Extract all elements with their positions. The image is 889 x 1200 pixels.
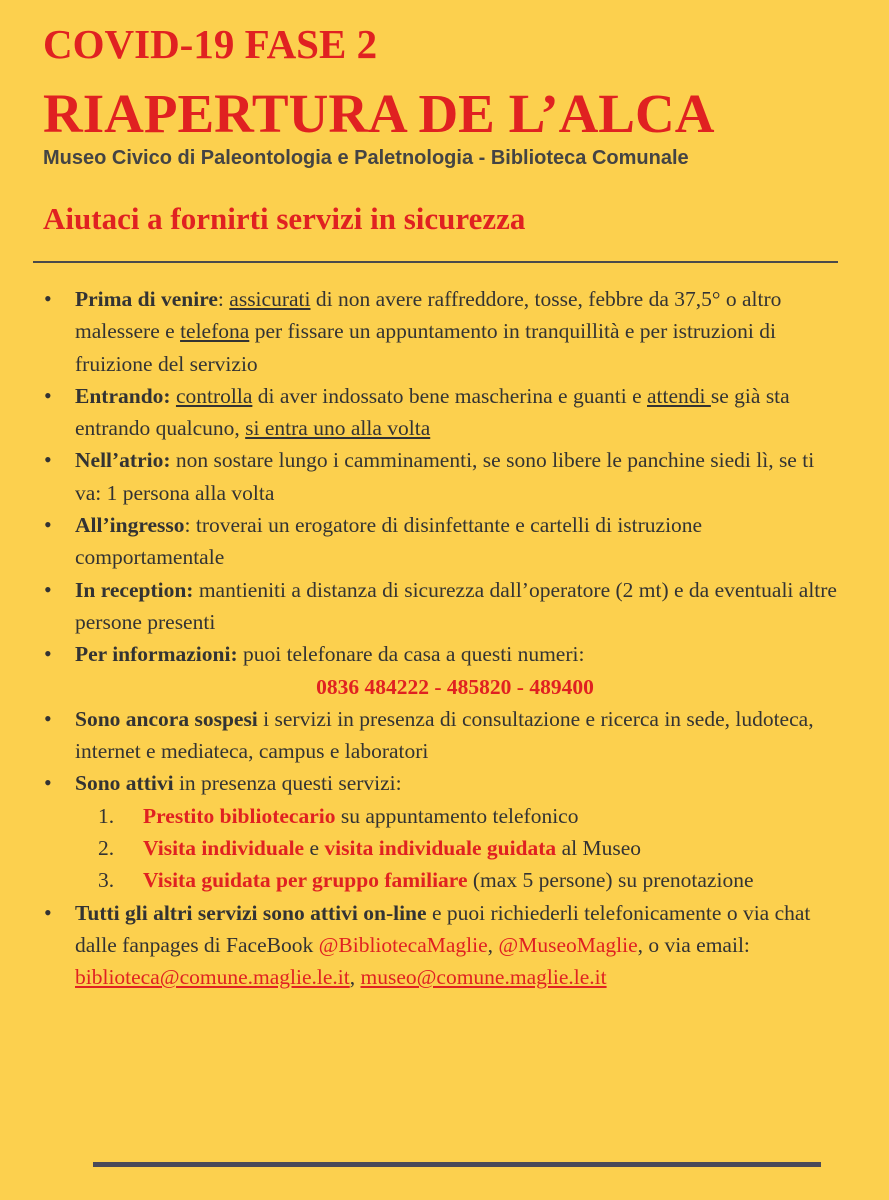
item-text: e puoi richiederli telefonicamente o via chat dalle fanpages di FaceBook [75, 900, 811, 957]
service-name: Visita guidata per gruppo familiare [143, 868, 468, 893]
list-item-entrando [40, 380, 840, 445]
item-label: Prima di venire [75, 287, 218, 311]
bullet-icon: • [44, 641, 52, 667]
item-text: di aver indossato bene mascherina e guanti e [252, 383, 647, 408]
underlined-word: attendi [647, 383, 711, 408]
item-label: Nell’atrio: [75, 448, 171, 473]
item-text: , o via email: [637, 932, 750, 957]
item-text: in presenza questi servizi: [173, 771, 402, 796]
title-line-1: COVID-19 FASE 2 [43, 21, 378, 67]
item-label: Entrando: [75, 383, 171, 408]
bullet-icon: • [44, 286, 52, 311]
item-sep: , [487, 932, 499, 957]
top-divider [33, 261, 838, 263]
bullet-icon: • [44, 512, 52, 538]
sub-item-number: 1. [98, 803, 115, 828]
underlined-word: controlla [175, 383, 253, 408]
underlined-word: assicurati [229, 287, 311, 311]
sub-item-number: 3. [98, 868, 115, 893]
item-sep: , [349, 965, 361, 990]
email-link-museo[interactable]: museo@comune.maglie.le.it [360, 965, 607, 990]
subtitle: Museo Civico di Paleontologia e Paletnologia - Biblioteca Comunale [43, 147, 689, 169]
item-text: i servizi in presenza di consultazione e ricerca in sede, ludoteca, internet e mediateca, campus e laboratori [75, 706, 814, 764]
item-text: : troverai un erogatore di disinfettante e cartelli di istruzione comportamentale [75, 513, 703, 570]
email-link-biblioteca[interactable]: biblioteca@comune.maglie.le.it [75, 965, 350, 990]
list-item-ingresso [40, 509, 840, 574]
item-label: Sono ancora sospesi [75, 706, 258, 731]
service-name: Visita individuale [143, 836, 305, 861]
list-item-online [40, 897, 840, 994]
item-label: Sono attivi [75, 771, 174, 796]
item-text: di non avere raffreddore, tosse, febbre da 37,5° o altro malessere e [75, 287, 782, 344]
item-text: mantieniti a distanza di sicurezza dall’operatore (2 mt) e da eventuali altre persone presenti [75, 577, 837, 634]
bullet-icon: • [44, 447, 52, 473]
list-item-prima [40, 283, 840, 380]
item-label: All’ingresso [75, 513, 185, 538]
item-text: per fissare un appuntamento in tranquillità e per istruzioni di fruizione del servizio [75, 319, 776, 376]
list-item-attivi [40, 767, 840, 896]
list-item-reception [40, 574, 840, 639]
list-item-atrio [40, 444, 840, 509]
sub-item-text: su appuntamento telefonico [335, 803, 579, 828]
facebook-page-museo[interactable]: @MuseoMaglie [498, 932, 638, 957]
bullet-icon: • [44, 705, 52, 731]
tagline: Aiutaci a fornirti servizi in sicurezza [43, 201, 526, 236]
item-text: puoi telefonare da casa a questi numeri: [237, 642, 585, 667]
sub-item-number: 2. [98, 836, 115, 861]
sub-item [75, 864, 840, 896]
sub-item-text: al Museo [556, 836, 641, 861]
list-item-sospesi [40, 703, 840, 768]
item-label: Tutti gli altri servizi sono attivi on-line [75, 900, 427, 925]
bullet-icon: • [44, 382, 52, 408]
sub-item [75, 832, 840, 864]
item-sep: : [217, 287, 230, 311]
item-label: Per informazioni: [75, 642, 238, 667]
bullet-icon: • [44, 576, 52, 602]
phone-numbers[interactable]: 0836 484222 - 485820 - 489400 [316, 674, 594, 699]
bullet-icon: • [44, 899, 52, 925]
sub-item [75, 800, 840, 832]
bullet-icon: • [44, 770, 52, 796]
list-item-info [40, 638, 840, 703]
service-name: visita individuale guidata [324, 836, 557, 861]
underlined-phrase: si entra uno alla volta [245, 416, 431, 441]
item-text: non sostare lungo i camminamenti, se sono libere le panchine siedi lì, se ti va: 1 persona alla volta [75, 448, 815, 505]
rules-list [40, 283, 840, 994]
title-line-2: RIAPERTURA DE L’ALCA [43, 83, 715, 144]
underlined-word: telefona [180, 319, 250, 344]
sub-item-text: (max 5 persone) su prenotazione [467, 868, 754, 893]
service-name: Prestito bibliotecario [143, 803, 336, 828]
bottom-divider [93, 1162, 821, 1167]
item-label: In reception: [75, 577, 194, 602]
facebook-page-biblioteca[interactable]: @BibliotecaMaglie [318, 932, 488, 957]
item-text: se già sta entrando qualcuno, [75, 383, 790, 441]
sub-item-text: e [304, 836, 325, 861]
